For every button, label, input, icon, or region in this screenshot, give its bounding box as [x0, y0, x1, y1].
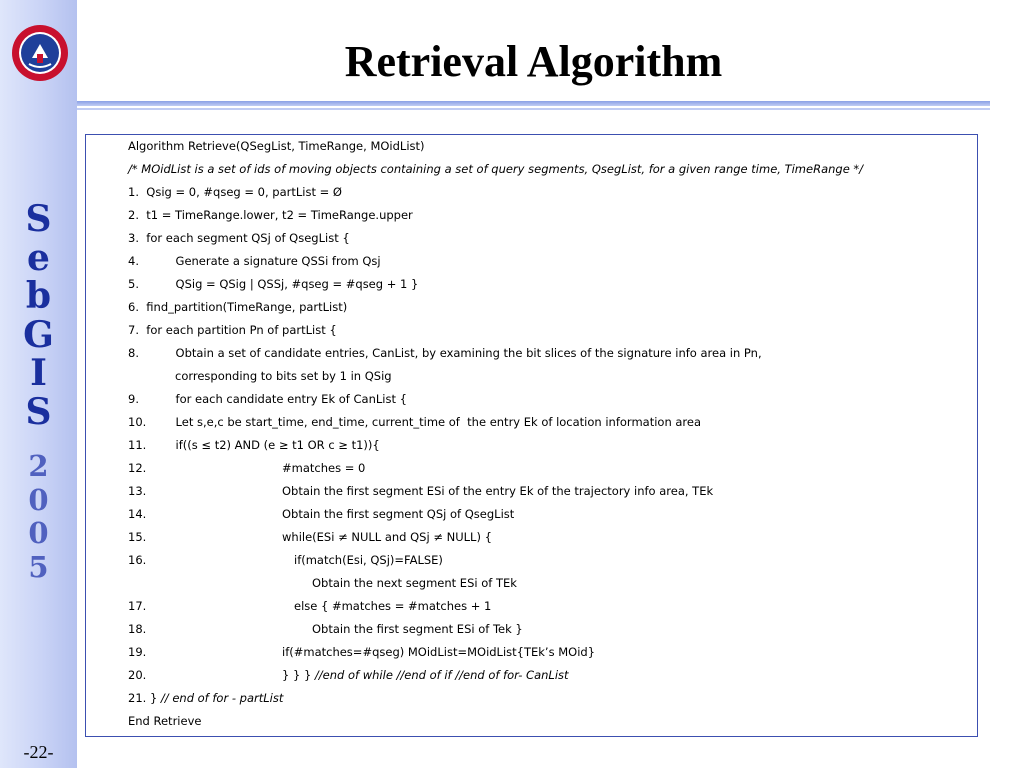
code-line: if(#matches=#qseg) MOidList=MOidList{TEk’s MOid}	[282, 645, 596, 659]
code-line: 5. QSig = QSig | QSSj, #qseg = #qseg + 1 }	[128, 277, 419, 291]
algorithm-comment: /* MOidList is a set of ids of moving objects containing a set of query segments, QsegList, for a given range time, TimeRange */	[128, 162, 864, 176]
code-line: Obtain the first segment QSj of QsegList	[282, 507, 515, 521]
code-line: while(ESi ≠ NULL and QSj ≠ NULL) {	[282, 530, 492, 544]
brand-letter: b	[25, 275, 52, 317]
code-line: 11. if((s ≤ t2) AND (e ≥ t1 OR c ≥ t1)){	[128, 438, 380, 452]
sidebar	[0, 0, 77, 768]
end-comment: //end of while //end of if //end of for- CanList	[314, 668, 569, 682]
code-line: else { #matches = #matches + 1	[294, 599, 492, 613]
line-number: 18.	[128, 622, 147, 636]
code-line: 2. t1 = TimeRange.lower, t2 = TimeRange.upper	[128, 208, 413, 222]
code-line: 4. Generate a signature QSSi from Qsj	[128, 254, 381, 268]
title-rule-thin	[77, 108, 990, 110]
line-number: 12.	[128, 461, 147, 475]
code-line: 6. find_partition(TimeRange, partList)	[128, 300, 348, 314]
line-number: 13.	[128, 484, 147, 498]
line-number: 20.	[128, 668, 147, 682]
line-number: 16.	[128, 553, 147, 567]
code-line: 7. for each partition Pn of partList {	[128, 323, 337, 337]
end-comment: // end of for - partList	[160, 691, 284, 705]
brand-letter: S	[25, 390, 52, 433]
slide-title: Retrieval Algorithm	[344, 37, 723, 86]
line-number: 17.	[128, 599, 147, 613]
code-line: Obtain the next segment ESi of TEk	[312, 576, 517, 590]
university-seal-icon	[11, 24, 69, 82]
brand-letter: e	[27, 236, 50, 279]
title-rule	[77, 101, 990, 106]
code-line: 1. Qsig = 0, #qseg = 0, partList = Ø	[128, 185, 342, 199]
code-line	[128, 691, 283, 705]
code-line: 3. for each segment QSj of QsegList {	[128, 231, 350, 245]
year-digit: 5	[28, 549, 49, 584]
code-line: Obtain the first segment ESi of the entry Ek of the trajectory info area, TEk	[282, 484, 714, 498]
year-digit: 2	[28, 449, 49, 483]
brand-letter: G	[23, 313, 54, 356]
code-line: Obtain the first segment ESi of Tek }	[312, 622, 523, 636]
sidebar-year	[0, 450, 77, 584]
code-line: #matches = 0	[282, 461, 366, 475]
code-line: 10. Let s,e,c be start_time, end_time, current_time of the entry Ek of location information area	[128, 415, 702, 429]
year-digit: 0	[28, 516, 49, 550]
code-line: 9. for each candidate entry Ek of CanList {	[128, 392, 407, 406]
line-number: 19.	[128, 645, 147, 659]
closing-braces: } } }	[282, 668, 315, 682]
brand-letter: S	[25, 198, 52, 240]
year-digit: 0	[28, 482, 49, 517]
page-number: -22-	[23, 742, 54, 762]
code-line-continuation: corresponding to bits set by 1 in QSig	[175, 369, 392, 383]
sidebar-brand	[0, 200, 77, 431]
code-line: if(match(Esi, QSj)=FALSE)	[294, 553, 443, 567]
algorithm-header: Algorithm Retrieve(QSegList, TimeRange, MOidList)	[128, 139, 425, 153]
closing-brace: 21. }	[128, 691, 161, 705]
line-number: 15.	[128, 530, 147, 544]
code-line	[282, 668, 569, 682]
algorithm-end: End Retrieve	[128, 714, 202, 728]
code-line: 8. Obtain a set of candidate entries, CanList, by examining the bit slices of the signature info area in Pn,	[128, 346, 762, 360]
line-number: 14.	[128, 507, 147, 521]
brand-letter: I	[30, 352, 47, 394]
